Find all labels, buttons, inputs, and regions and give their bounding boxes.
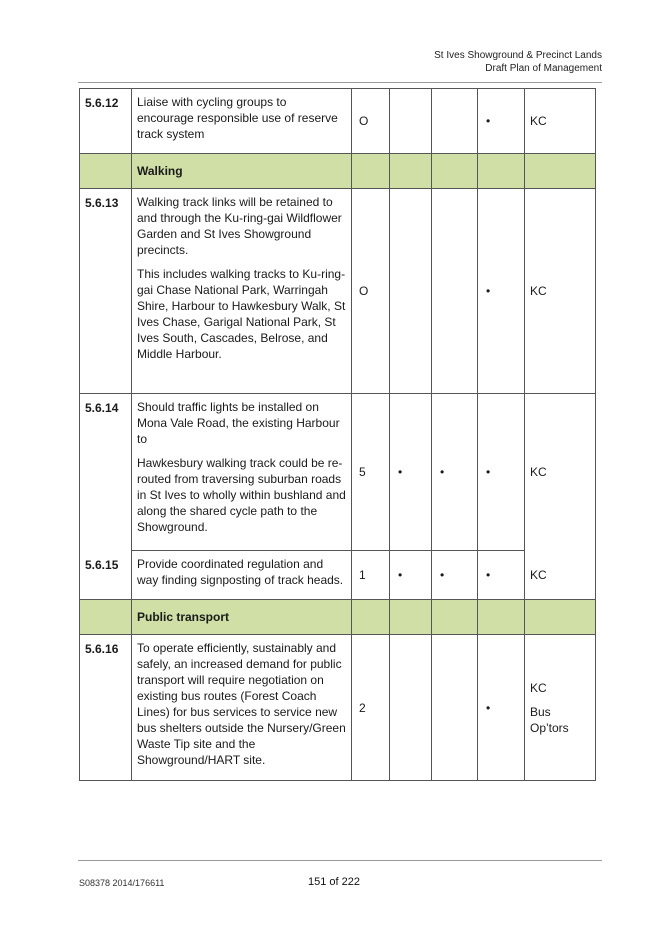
table-row: [80, 189, 596, 394]
priority-cell: O: [352, 89, 390, 154]
bullet-cell: [432, 635, 478, 781]
priority-cell: 1: [352, 551, 390, 600]
responsibility-cell: KC: [525, 189, 596, 394]
table-row: [80, 635, 596, 781]
item-number: 5.6.16: [80, 635, 132, 781]
bullet-cell: •: [478, 635, 525, 781]
responsibility-cell: KC: [525, 551, 596, 600]
priority-cell: 5: [352, 394, 390, 551]
page-number: 151 of 222: [308, 876, 360, 888]
bullet-cell: •: [478, 89, 525, 154]
item-description: Should traffic lights be installed on Mona Vale Road, the existing Harbour to Hawkesbury walking track could be re-routed from traversing suburban roads in St Ives to wholly within bushland and along the shared cycle path to the Showground.: [132, 394, 352, 551]
item-number: 5.6.14: [80, 394, 132, 551]
bullet-cell: [432, 89, 478, 154]
plan-table: [79, 88, 596, 781]
document-subtitle: Draft Plan of Management: [485, 62, 602, 74]
bullet-cell: •: [478, 551, 525, 600]
responsibility-cell: KC Bus Op’tors: [525, 635, 596, 781]
priority-cell: 2: [352, 635, 390, 781]
bullet-cell: [390, 635, 432, 781]
section-spacer: [80, 154, 132, 189]
bullet-cell: •: [478, 394, 525, 551]
header-divider: [78, 82, 602, 83]
responsibility-cell: KC: [525, 394, 596, 551]
bullet-cell: •: [478, 189, 525, 394]
bullet-cell: •: [432, 551, 478, 600]
footer-divider: [78, 860, 602, 861]
table-row: [80, 551, 596, 600]
section-spacer: [80, 600, 132, 635]
bullet-cell: [432, 189, 478, 394]
priority-cell: O: [352, 189, 390, 394]
item-number: 5.6.13: [80, 189, 132, 394]
bullet-cell: •: [390, 394, 432, 551]
responsibility-cell: KC: [525, 89, 596, 154]
item-description: Provide coordinated regulation and way finding signposting of track heads.: [132, 551, 352, 600]
bullet-cell: •: [390, 551, 432, 600]
bullet-cell: [390, 89, 432, 154]
bullet-cell: •: [432, 394, 478, 551]
document-title: St Ives Showground & Precinct Lands: [434, 50, 602, 61]
item-description: To operate efficiently, sustainably and safely, an increased demand for public transport will require negotiation on existing bus routes (Forest Coach Lines) for bus services to service new bus shelters outside the Nursery/Green Waste Tip site and the Showground/HART site.: [132, 635, 352, 781]
item-number: 5.6.15: [80, 551, 132, 600]
item-description: Walking track links will be retained to and through the Ku-ring-gai Wildflower Garden and St Ives Showground precincts. This includes walking tracks to Ku-ring-gai Chase National Park, Warringah Shire, Harbour to Hawkesbury Walk, St Ives Chase, Garigal National Park, St Ives South, Cascades, Belrose, and Middle Harbour.: [132, 189, 352, 394]
section-row-walking: [80, 154, 596, 189]
bullet-cell: [390, 189, 432, 394]
item-description: Liaise with cycling groups to encourage responsible use of reserve track system: [132, 89, 352, 154]
section-label: Walking: [132, 154, 352, 189]
table-row: [80, 89, 596, 154]
section-label: Public transport: [132, 600, 352, 635]
page-header: [434, 50, 602, 75]
document-reference: S08378 2014/176611: [79, 878, 165, 888]
item-number: 5.6.12: [80, 89, 132, 154]
table-row: [80, 394, 596, 551]
section-row-public-transport: [80, 600, 596, 635]
